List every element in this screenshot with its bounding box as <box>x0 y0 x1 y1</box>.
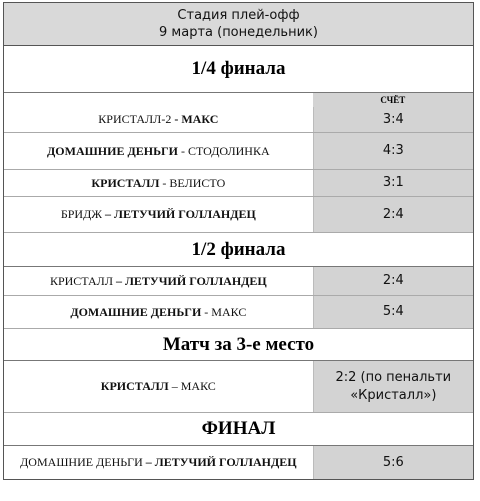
team-left: КРИСТАЛЛ-2 <box>98 112 172 126</box>
team-separator: – <box>168 379 181 393</box>
team-separator: – <box>112 273 125 288</box>
match-row <box>4 133 473 170</box>
match-teams <box>4 296 313 328</box>
team-left: ДОМАШНИЕ ДЕНЬГИ <box>20 455 143 469</box>
match-score: 3:1 <box>313 170 473 196</box>
team-left: ДОМАШНИЕ ДЕНЬГИ <box>70 304 202 319</box>
match-row <box>4 197 473 233</box>
table-header <box>4 3 473 46</box>
team-separator: – <box>142 455 155 469</box>
match-score: 5:4 <box>313 296 473 328</box>
team-left: ДОМАШНИЕ ДЕНЬГИ <box>47 143 178 158</box>
match-score: 5:6 <box>313 446 473 479</box>
playoff-table <box>3 2 474 480</box>
match-score: 2:4 <box>313 197 473 232</box>
match-teams <box>4 133 313 169</box>
match-row <box>4 296 473 329</box>
team-separator: - <box>201 304 212 319</box>
stage-title: Матч за 3-е место <box>4 329 473 361</box>
match-row <box>4 107 473 133</box>
team-left: КРИСТАЛЛ <box>91 175 160 190</box>
match-teams <box>4 107 313 132</box>
header-date: 9 марта (понедельник) <box>159 25 318 40</box>
team-right: ВЕЛИСТО <box>169 175 226 190</box>
match-teams <box>4 197 313 232</box>
match-teams <box>4 446 313 479</box>
match-teams <box>4 170 313 196</box>
team-left: БРИДЖ <box>60 207 103 221</box>
match-row <box>4 267 473 296</box>
team-right: МАКС <box>180 379 216 393</box>
team-separator: - <box>159 175 170 190</box>
match-row <box>4 170 473 197</box>
team-separator: - <box>171 112 182 126</box>
match-teams <box>4 267 313 295</box>
match-score: 4:3 <box>313 133 473 169</box>
team-right: ЛЕТУЧИЙ ГОЛЛАНДЕЦ <box>124 273 267 288</box>
match-score: 2:4 <box>313 267 473 295</box>
table-body <box>4 46 473 479</box>
team-right: СТОДОЛИНКА <box>187 143 270 158</box>
match-row <box>4 361 473 413</box>
score-label: СЧЁТ <box>313 93 473 107</box>
team-left: КРИСТАЛЛ <box>100 379 169 393</box>
match-score: 2:2 (по пенальти «Кристалл») <box>313 361 473 412</box>
stage-title: 1/4 финала <box>4 46 473 93</box>
header-title: Стадия плей-офф <box>177 8 300 23</box>
score-column-header <box>4 93 473 107</box>
team-right: ЛЕТУЧИЙ ГОЛЛАНДЕЦ <box>114 207 256 221</box>
team-right: ЛЕТУЧИЙ ГОЛЛАНДЕЦ <box>154 455 297 469</box>
team-right: МАКС <box>181 112 219 126</box>
match-teams <box>4 361 313 412</box>
team-left: КРИСТАЛЛ <box>49 273 113 288</box>
team-right: МАКС <box>211 304 247 319</box>
stage-title: 1/2 финала <box>4 233 473 267</box>
stage-title: ФИНАЛ <box>4 413 473 446</box>
match-score: 3:4 <box>313 107 473 132</box>
team-separator: – <box>102 207 115 221</box>
team-separator: - <box>177 143 188 158</box>
match-row <box>4 446 473 479</box>
